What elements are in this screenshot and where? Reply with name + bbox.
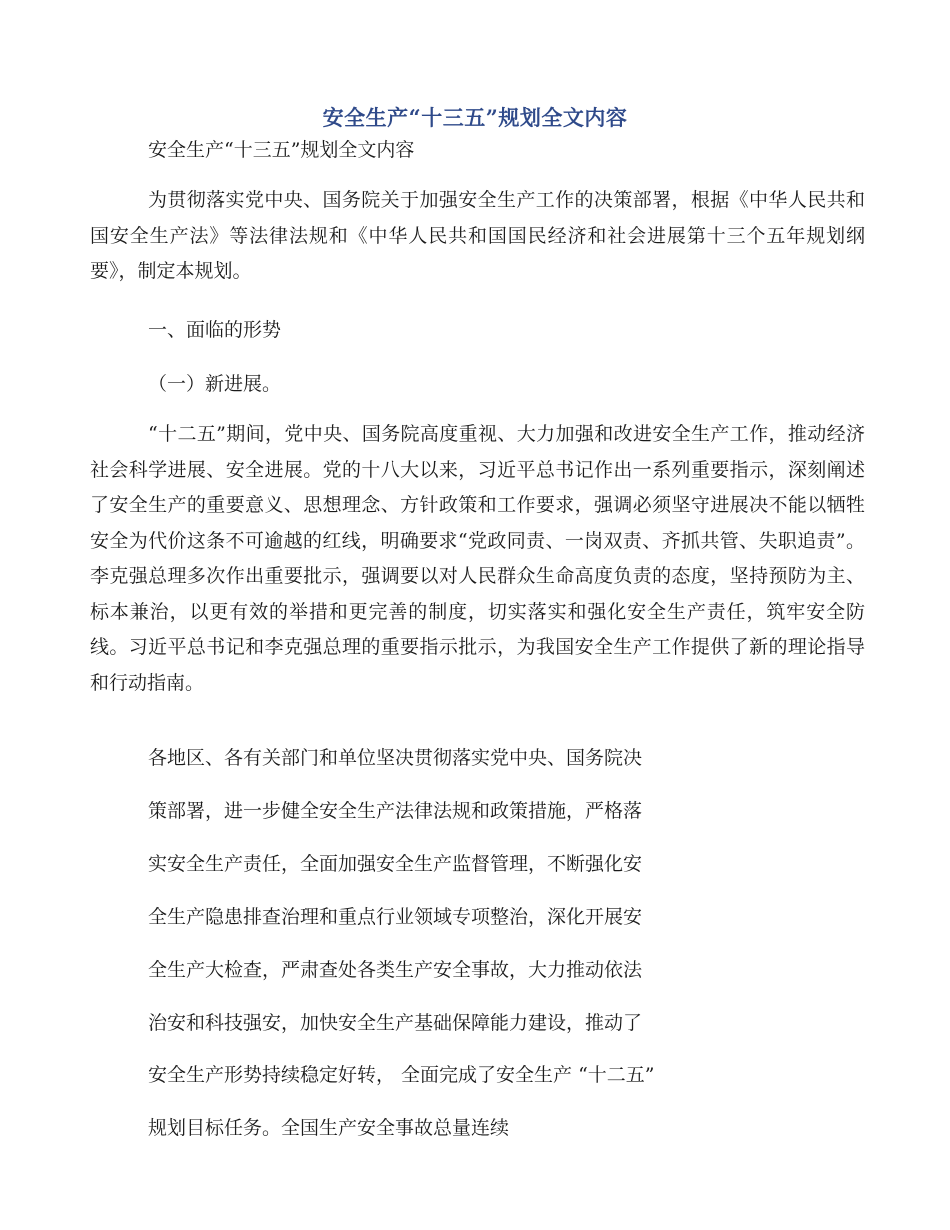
narrow-text-line: 全生产隐患排查治理和重点行业领域专项整治，深化开展安 xyxy=(148,906,643,928)
narrow-text-line: 治安和科技强安，加快安全生产基础保障能力建设，推动了 xyxy=(148,1012,643,1034)
narrow-text-line: 规划目标任务。全国生产安全事故总量连续 xyxy=(148,1117,510,1139)
narrow-text-line: 全生产大检查，严肃查处各类生产安全事故，大力推动依法 xyxy=(148,959,643,981)
main-paragraph: “十二五”期间，党中央、国务院高度重视、大力加强和改进安全生产工作，推动经济社会科学进展、安全进展。党的十八大以来，习近平总书记作出一系列重要指示，深刻阐述了安全生产的重要意义、思想理念、方针政策和工作要求，强调必须坚守进展决不能以牺牲安全为代价这条不可逾越的红线，明确要求“党政同责、一岗双责、齐抓共管、失职追责”。李克强总理多次作出重要批示，强调要以对人民群众生命高度负责的态度，坚持预防为主、标本兼治，以更有效的举措和更完善的制度，切实落实和强化安全生产责任，筑牢安全防线。习近平总书记和李克强总理的重要指示批示，为我国安全生产工作提供了新的理论指导和行动指南。 xyxy=(90,423,865,694)
subsection-heading: （一）新进展。 xyxy=(148,373,282,395)
document-title: 安全生产“十三五”规划全文内容 xyxy=(322,105,628,130)
narrow-text-line: 策部署，进一步健全安全生产法律法规和政策措施，严格落 xyxy=(148,800,643,822)
intro-paragraph: 为贯彻落实党中央、国务院关于加强安全生产工作的决策部署，根据《中华人民共和国安全生产法》等法律法规和《中华人民共和国国民经济和社会进展第十三个五年规划纲要》，制定本规划。 xyxy=(90,189,865,282)
narrow-text-line: 安全生产形势持续稳定好转， 全面完成了安全生产 “十二五” xyxy=(148,1064,655,1086)
narrow-text-line: 实安全生产责任，全面加强安全生产监督管理，不断强化安 xyxy=(148,853,643,875)
document-subtitle: 安全生产“十三五”规划全文内容 xyxy=(148,139,415,161)
narrow-text-line: 各地区、各有关部门和单位坚决贯彻落实党中央、国务院决 xyxy=(148,747,643,769)
section-heading: 一、面临的形势 xyxy=(148,319,282,341)
